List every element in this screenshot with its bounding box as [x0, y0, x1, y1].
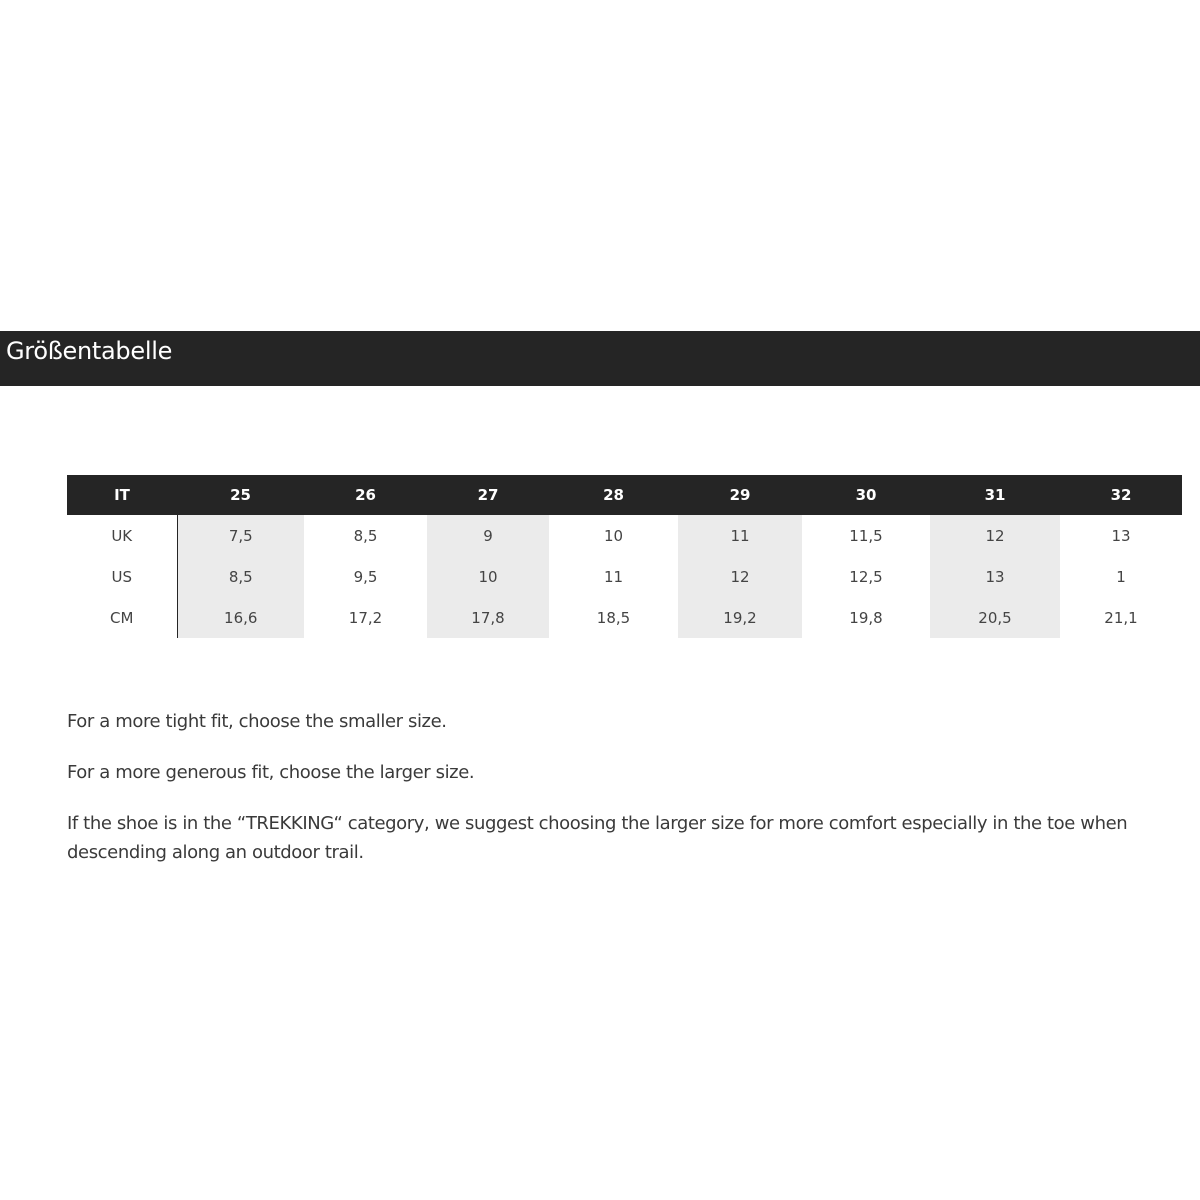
header-cell: 29: [678, 475, 802, 515]
table-cell: 17,2: [348, 608, 383, 627]
table-row: [67, 597, 1182, 638]
table-cell: 11: [678, 515, 802, 556]
table-cell: 12,5: [849, 567, 883, 586]
table-cell: 12: [930, 515, 1060, 556]
table-cell: 13: [1111, 526, 1131, 545]
table-cell: 19,8: [849, 608, 883, 627]
title-bar: [0, 331, 1200, 386]
table-cell: 8,5: [177, 556, 304, 597]
table-cell: 11,5: [849, 526, 883, 545]
table-row: [67, 556, 1182, 597]
table-cell: 16,6: [177, 597, 304, 638]
table-row: [67, 515, 1182, 556]
header-cell: 28: [549, 475, 678, 515]
header-cell: 27: [427, 475, 549, 515]
table-cell: 10: [603, 526, 624, 545]
table-cell: 8,5: [353, 526, 378, 545]
page-title: Größentabelle: [6, 337, 173, 365]
table-cell: 9: [427, 515, 549, 556]
header-cell: 25: [177, 475, 304, 515]
row-label-us: US: [67, 556, 177, 597]
table-cell: 20,5: [930, 597, 1060, 638]
size-table: [67, 475, 1182, 638]
table-cell: 7,5: [177, 515, 304, 556]
table-cell: 13: [930, 556, 1060, 597]
table-cell: 19,2: [678, 597, 802, 638]
row-label-uk: UK: [67, 515, 177, 556]
header-cell: 30: [802, 475, 930, 515]
note-tight-fit: For a more tight fit, choose the smaller size.: [67, 711, 447, 732]
table-cell: 18,5: [596, 608, 631, 627]
table-cell: 17,8: [427, 597, 549, 638]
note-generous-fit: For a more generous fit, choose the larger size.: [67, 762, 475, 783]
fit-notes: [67, 707, 1192, 889]
table-cell: 21,1: [1104, 608, 1138, 627]
table-cell: 9,5: [353, 567, 378, 586]
header-cell: 26: [304, 475, 427, 515]
note-trekking: If the shoe is in the “TREKKING“ category, we suggest choosing the larger size for more comfort especially in the toe when descending along an outdoor trail.: [67, 813, 1128, 863]
header-cell-it: IT: [67, 475, 177, 515]
header-cell: 31: [930, 475, 1060, 515]
table-cell: 1: [1116, 567, 1126, 586]
row-label-cm: CM: [67, 597, 177, 638]
table-cell: 10: [427, 556, 549, 597]
table-header-row: [67, 475, 1182, 515]
table-cell: 12: [678, 556, 802, 597]
table-cell: 11: [603, 567, 624, 586]
header-cell: 32: [1060, 475, 1182, 515]
